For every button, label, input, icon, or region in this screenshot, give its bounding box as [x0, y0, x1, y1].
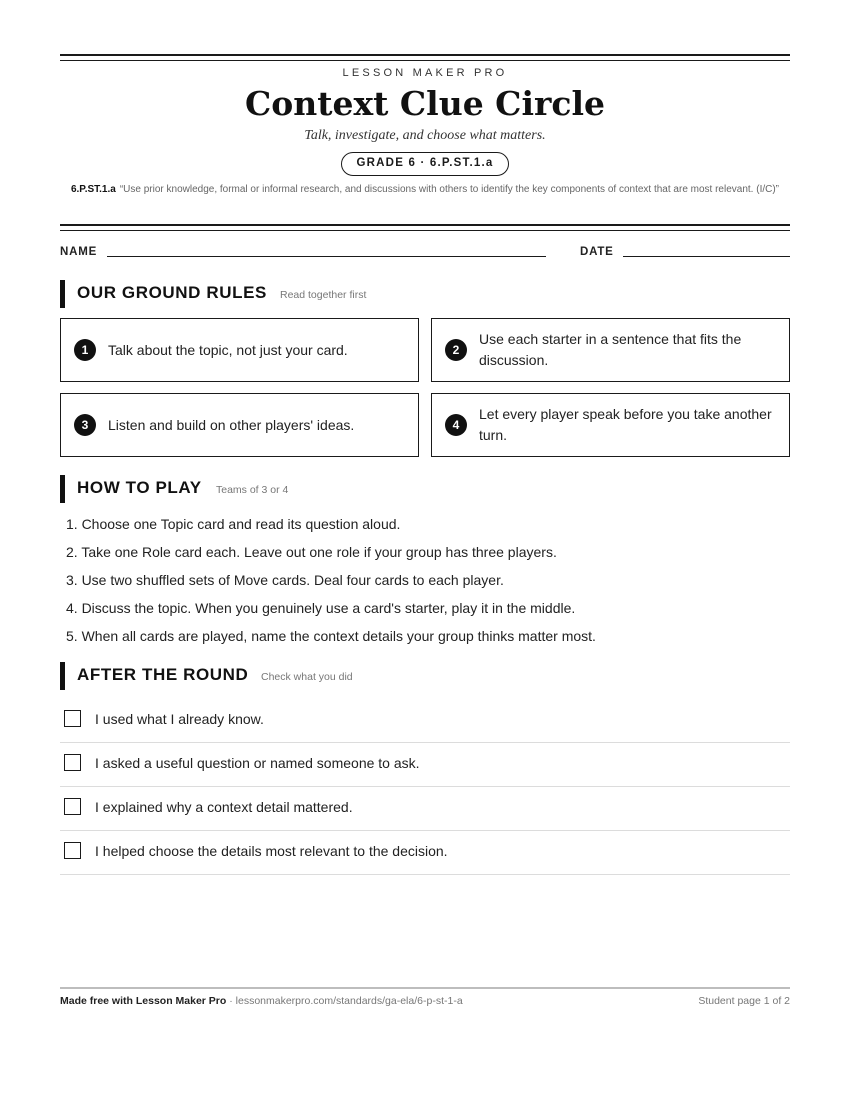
section-subtitle: Check what you did	[261, 671, 353, 683]
checklist-item	[60, 699, 790, 743]
footer-credit	[60, 995, 463, 1007]
how-to-play-steps	[66, 510, 596, 650]
ground-rule-text: Use each starter in a sentence that fits the discussion.	[479, 331, 742, 368]
ground-rule-text: Let every player speak before you take another turn.	[479, 406, 772, 443]
header-bottom-rule	[60, 224, 790, 231]
ground-rule-card	[431, 318, 790, 382]
number-badge: 1	[74, 339, 96, 361]
standard-text: “Use prior knowledge, formal or informal research, and discussions with others to identify the key components of context that are most relevant. (I/C)”	[119, 184, 780, 195]
number-badge: 4	[445, 414, 467, 436]
step-item: 5. When all cards are played, name the context details your group thinks matter most.	[66, 628, 596, 644]
number-badge: 2	[445, 339, 467, 361]
grade-badge: GRADE 6 · 6.P.ST.1.a	[341, 152, 509, 176]
checklist-text: I asked a useful question or named someone to ask.	[95, 755, 420, 771]
section-bar	[60, 662, 65, 690]
brand-name: LESSON MAKER PRO	[342, 67, 508, 79]
name-field[interactable]	[107, 256, 546, 257]
checklist-item	[60, 743, 790, 787]
checklist-text: I helped choose the details most relevant to the decision.	[95, 843, 448, 859]
standard-description	[68, 182, 782, 198]
page-subtitle: Talk, investigate, and choose what matters.	[304, 128, 546, 143]
ground-rule-card	[60, 318, 419, 382]
section-title: HOW TO PLAY	[77, 478, 202, 497]
section-title: AFTER THE ROUND	[77, 665, 249, 684]
standard-code: 6.P.ST.1.a	[70, 184, 116, 195]
ground-rule-text: Listen and build on other players' ideas.	[108, 416, 355, 433]
section-bar	[60, 475, 65, 503]
section-bar	[60, 280, 65, 308]
ground-rule-card	[60, 393, 419, 457]
section-title: OUR GROUND RULES	[77, 283, 267, 302]
checklist-text: I used what I already know.	[95, 711, 264, 727]
step-item: 3. Use two shuffled sets of Move cards. Deal four cards to each player.	[66, 572, 504, 588]
footer-page-number: Student page 1 of 2	[698, 995, 790, 1007]
ground-rule-card	[431, 393, 790, 457]
section-subtitle: Read together first	[280, 289, 367, 301]
number-badge: 3	[74, 414, 96, 436]
name-label: NAME	[60, 246, 98, 258]
step-item: 1. Choose one Topic card and read its question aloud.	[66, 516, 401, 532]
checkbox[interactable]	[64, 798, 81, 815]
step-item: 2. Take one Role card each. Leave out one role if your group has three players.	[66, 544, 557, 560]
footer-made-with: Made free with Lesson Maker Pro	[60, 995, 227, 1007]
checkbox[interactable]	[64, 754, 81, 771]
checkbox[interactable]	[64, 842, 81, 859]
checklist-item	[60, 787, 790, 831]
date-label: DATE	[580, 246, 614, 258]
checklist-text: I explained why a context detail mattered.	[95, 799, 353, 815]
top-rule	[60, 54, 790, 61]
page-title: Context Clue Circle	[244, 84, 605, 123]
ground-rule-text: Talk about the topic, not just your card.	[108, 341, 348, 358]
checklist-item	[60, 831, 790, 875]
section-subtitle: Teams of 3 or 4	[216, 484, 289, 496]
footer-url: · lessonmakerpro.com/standards/ga-ela/6-p-st-1-a	[226, 995, 463, 1007]
step-item: 4. Discuss the topic. When you genuinely use a card's starter, play it in the middle.	[66, 600, 576, 616]
footer-rule	[60, 987, 790, 989]
date-field[interactable]	[623, 256, 790, 257]
checkbox[interactable]	[64, 710, 81, 727]
